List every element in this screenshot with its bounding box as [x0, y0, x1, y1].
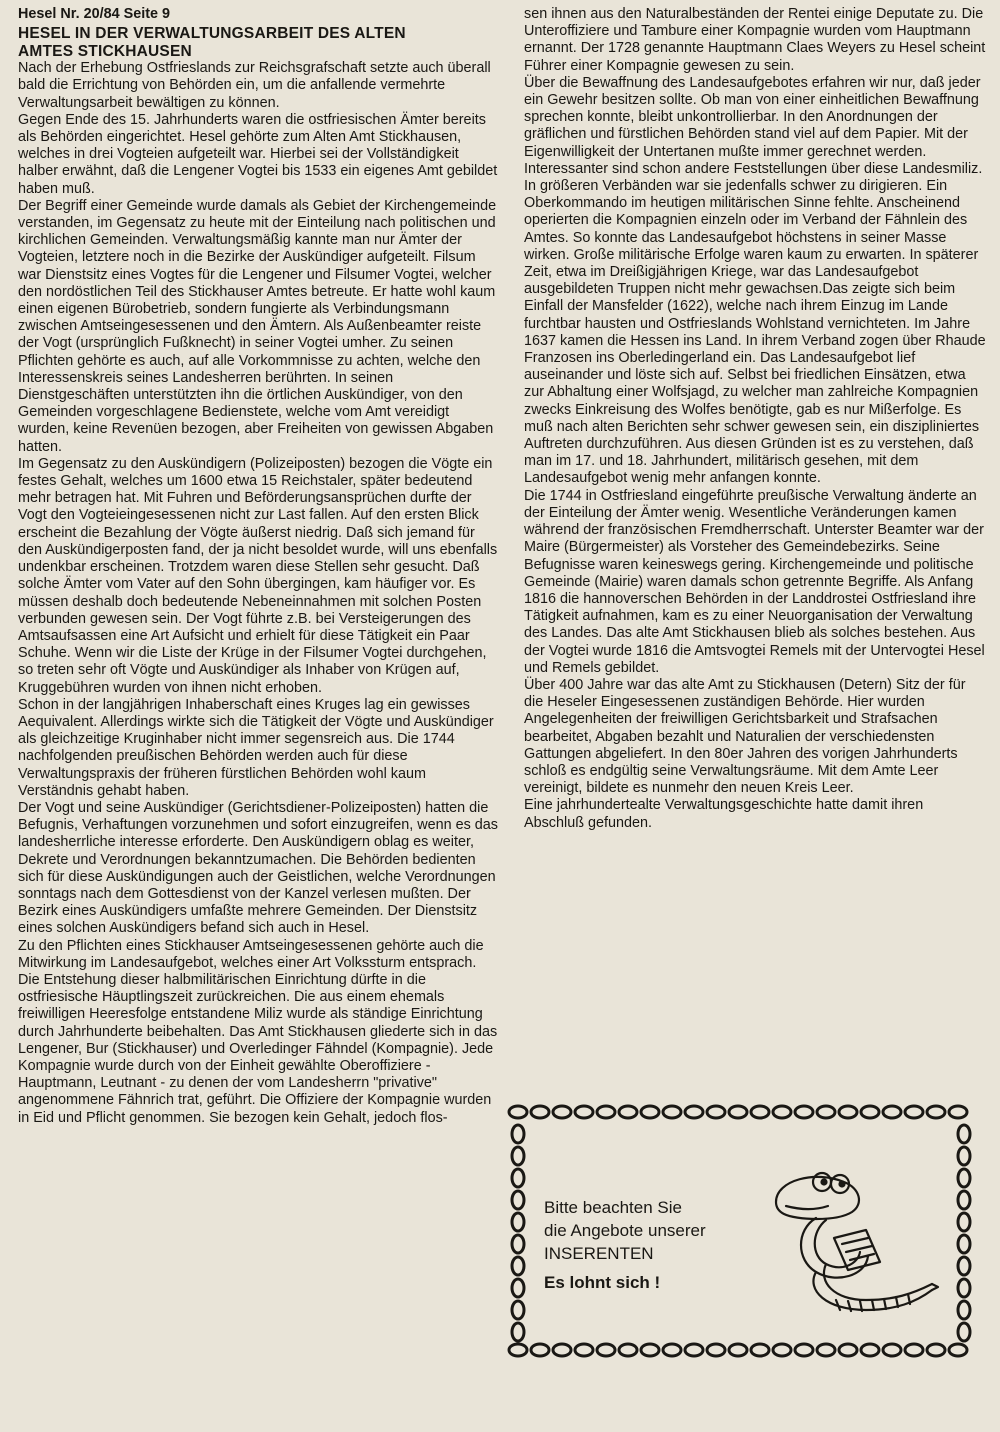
ad-line-1: Bitte beachten Sie [544, 1198, 682, 1217]
right-column [524, 6, 986, 832]
paragraph: Nach der Erhebung Ostfrieslands zur Reichsgrafschaft setzte auch überall bald die Errichtung von Behörden ein, um die anfallende vermehrte Verwaltungsarbeit bewältigen zu können. [18, 60, 491, 111]
worm-reading-icon [756, 1160, 946, 1330]
ad-line-2: die Angebote unserer [544, 1221, 706, 1240]
ad-line-3: INSERENTEN [544, 1244, 654, 1263]
left-column [18, 6, 500, 1127]
paragraph: Im Gegensatz zu den Auskündigern (Polizeiposten) bezogen die Vögte ein festes Gehalt, welches um 1600 etwa 15 Reichstaler, später bedeutend mehr betragen hat. Mit Fuhren und Beförderungsansprüchen durfte der Vogt den Vogteieingesessenen nicht zur Last fallen. Auf den ersten Blick erscheint die Bezahlung der Vögte äußerst niedrig. Daß sich jemand für den Auskündigerposten fand, der ja nicht besoldet wurde, will uns ebenfalls undenkbar erscheinen. Trotzdem waren diese Stellen sehr gesucht. Daß solche Ämter vom Vater auf den Sohn übergingen, kam häufiger vor. Es müssen deshalb doch bedeutende Nebeneinnahmen mit solchen Posten verbunden gewesen sein. Der Vogt führte z.B. bei Versteigerungen des Amtsaufsassen eine Art Aufsicht und erhielt für diese Tätigkeit ein Paar Schuhe. Wenn wir die Liste der Krüge in der Filsumer Vogtei durchgehen, so treten sehr oft Vögte und Auskündiger als Inhaber von Krügen auf, Kruggebühren wurden von ihnen nicht erhoben. [18, 455, 498, 696]
article-title-line-2: AMTES STICKHAUSEN [18, 42, 192, 60]
ad-slogan: Es lohnt sich ! [544, 1273, 661, 1292]
paragraph: Die 1744 in Ostfriesland eingeführte preußische Verwaltung änderte an der Einteilung der Ämter wenig. Wesentliche Veränderungen kamen während der französischen Fremdherrschaft. Unterster Beamter war der Maire (Bürgermeister) als Vorsteher des Gemeindebezirks. Seine Befugnisse waren keineswegs gering. Kirchengemeinde und politische Gemeinde (Mairie) waren damals schon getrennte Begriffe. Als Anfang 1816 die hannoverschen Behörden in der Landdrostei Ostfriesland ihre Tätigkeit aufnahmen, kam es zu einer Neuorganisation der Verwaltung des Landes. Das alte Amt Stickhausen blieb als solches bestehen. Aus der Vogtei wurde 1816 die Amtsvogtei Remels mit der Untervogtei Hesel und Remels gebildet. [524, 487, 985, 676]
paragraph: Eine jahrhundertealte Verwaltungsgeschichte hatte damit ihren Abschluß gefunden. [524, 797, 924, 831]
paragraph: Zu den Pflichten eines Stickhauser Amtseingesessenen gehörte auch die Mitwirkung im Landesaufgebot, welches einer Art Volkssturm entsprach. Die Entstehung dieser halbmilitärischen Einrichtung dürfte in die ostfriesische Häuptlingszeit zurückreichen. Die aus einem ehemals freiwilligen Heeresfolge entstandene Miliz wurde als ständige Einrichtung durch Jahrhunderte beibehalten. Das Amt Stickhausen gliederte sich in das Lengener, Bur (Stickhauser) und Overledinger Fähndel (Kompagnie). Jede Kompagnie wurde durch von der Einheit gewählte Oberoffiziere - Hauptmann, Leutnant - zu denen der vom Landesherrn "privative" angenommene Fähnrich trat, geführt. Die Offiziere der Kompagnie wurden in Eid und Pflicht genommen. Sie bezogen kein Gehalt, jedoch flos- [18, 937, 498, 1126]
paragraph: sen ihnen aus den Naturalbeständen der Rentei einige Deputate zu. Die Unteroffiziere und Tambure einer Kompagnie wurden vom Hauptmann ernannt. Der 1728 genannte Hauptmann Claes Weyers zu Hesel scheint Führer einer Kompagnie gewesen zu sein. [524, 6, 986, 74]
advertisement-box [506, 1100, 976, 1362]
article-title [18, 25, 500, 60]
paragraph: Über 400 Jahre war das alte Amt zu Stickhausen (Detern) Sitz der für die Heseler Eingesessenen zuständigen Behörde. Hier wurden Angelegenheiten der freiwilligen Gerichtsbarkeit und Strafsachen bearbeitet, Abgaben bezahlt und Naturalien der verschiedensten Gattungen abgeliefert. In den 80er Jahren des vorigen Jahrhunderts schloß es endgültig seine Verwaltungsräume. Mit dem Amte Leer vereinigt, bildete es nunmehr den neuen Kreis Leer. [524, 676, 966, 797]
paragraph: Der Vogt und seine Auskündiger (Gerichtsdiener-Polizeiposten) hatten die Befugnis, Verhaftungen vorzunehmen und sofort einzugreifen, wenn es das landesherrliche interesse erforderte. Den Auskündigern oblag es weiter, Dekrete und Verordnungen bekanntzumachen. Die Behörden bedienten sich für diese Auskündigungen auch der Geistlichen, welche Verordnungen sonntags nach dem Gottesdienst von der Kanzel verlesen mußten. Der Bezirk eines Auskündigers umfaßte mehrere Gemeinden. Der Dienstsitz eines solchen Auskündigers befand sich auch in Hesel. [18, 799, 499, 937]
page-header: Hesel Nr. 20/84 Seite 9 [18, 6, 171, 22]
ad-text [544, 1196, 706, 1294]
paragraph: Schon in der langjährigen Inhaberschaft eines Kruges lag ein gewisses Aequivalent. Allerdings wirkte sich die Tätigkeit der Vögte und Auskündiger als gleichzeitige Kruginhaber nicht immer segensreich aus. Die 1744 nachfolgenden preußischen Behörden werden auch für diese Verwaltungspraxis der früheren fürstlichen Behörden wohl kaum Verständnis gehabt haben. [18, 696, 494, 799]
paragraph: Über die Bewaffnung des Landesaufgebotes erfahren wir nur, daß jeder ein Gewehr besitzen sollte. Ob man von einer einheitlichen Bewaffnung sprechen konnte, bleibt unkontrollierbar. In den Anordnungen der gräflichen und fürstlichen Behörden stand viel auf dem Papier. Mit der Eigenwilligkeit der Untertanen mußte immer gerechnet werden. Interessanter sind schon andere Feststellungen über diese Landesmiliz. In größeren Verbänden war sie jedenfalls schwer zu dirigieren. Ein Oberkommando im heutigen militärischen Sinne fehlte. Anscheinend operierten die Kompagnien einzeln oder im Verband der Fähnlein des Amtes. So konnte das Landesaufgebot höchstens in seiner Masse wirken. Große militärische Erfolge waren kaum zu erwarten. In späterer Zeit, etwa im Dreißigjährigen Kriege, war das Landesaufgebot ausgebildeten Truppen nicht mehr gewachsen.Das zeigte sich beim Einfall der Mansfelder (1622), welche nach ihrem Einzug im Lande furchtbar hausten und Ostfrieslands Wohlstand vernichteten. Im Jahre 1637 kamen die Hessen ins Land. In ihrem Verband zogen über Rhaude Franzosen ins Oberledingerland ein. Das Landesaufgebot lief auseinander und löste sich auf. Selbst bei friedlichen Einsätzen, etwa zur Abhaltung einer Wolfsjagd, zu welcher man zahlreiche Kompagnien zwecks Einkreisung des Wolfes benötigte, gab es nur Mißerfolge. Es muß nach alten Berichten sehr schwer gewesen sein, ein diszipliniertes Auftreten durchzuführen. Aus diesen Gründen ist es zu verstehen, daß man im 17. und 18. Jahrhundert, militärisch gesehen, mit dem Landesaufgebot wenig mehr anfangen konnte. [524, 74, 986, 487]
article-title-line-1: HESEL IN DER VERWALTUNGSARBEIT DES ALTEN [18, 25, 406, 43]
paragraph: Der Begriff einer Gemeinde wurde damals als Gebiet der Kirchengemeinde verstanden, im Gegensatz zu heute mit der Einteilung nach politischen und kirchlichen Gemeinden. Verwaltungsmäßig kannte man nur Ämter der Vogteien, letztere noch in die Bezirke der Auskündiger aufgeteilt. Filsum war Dienstsitz eines Vogtes für die Lengener und Filsumer Vogtei, welcher den nordöstlichen Teil des Stickhauser Amtes betreute. Er hatte wohl kaum einen eigenen Bürobetrieb, sondern fungierte als Verbindungsmann zwischen Amtseingesessenen und den Ämtern. Als Außenbeamter reiste der Vogt (ursprünglich Fußknecht) in seiner Vogtei umher. Zu seinen Pflichten gehörte es auch, auf alle Vorkommnisse zu achten, welche den Interessenskreis seines Landesherren berührten. In seinen Dienstgeschäften unterstützten ihn die örtlichen Auskündiger, von den Gemeinden vorgeschlagene Bedienstete, welche vom Amt vereidigt wurden, keine Revenüen bezogen, aber Freiheiten von gewissen Abgaben hatten. [18, 197, 497, 455]
paragraph: Gegen Ende des 15. Jahrhunderts waren die ostfriesischen Ämter bereits als Behörden eingerichtet. Hesel gehörte zum Alten Amt Stickhausen, welches in drei Vogteien aufgeteilt war. Hierbei sei der Vollständigkeit halber erwähnt, daß die Lengener Vogtei bis 1533 ein eigenes Amt gebildet haben muß. [18, 111, 498, 197]
